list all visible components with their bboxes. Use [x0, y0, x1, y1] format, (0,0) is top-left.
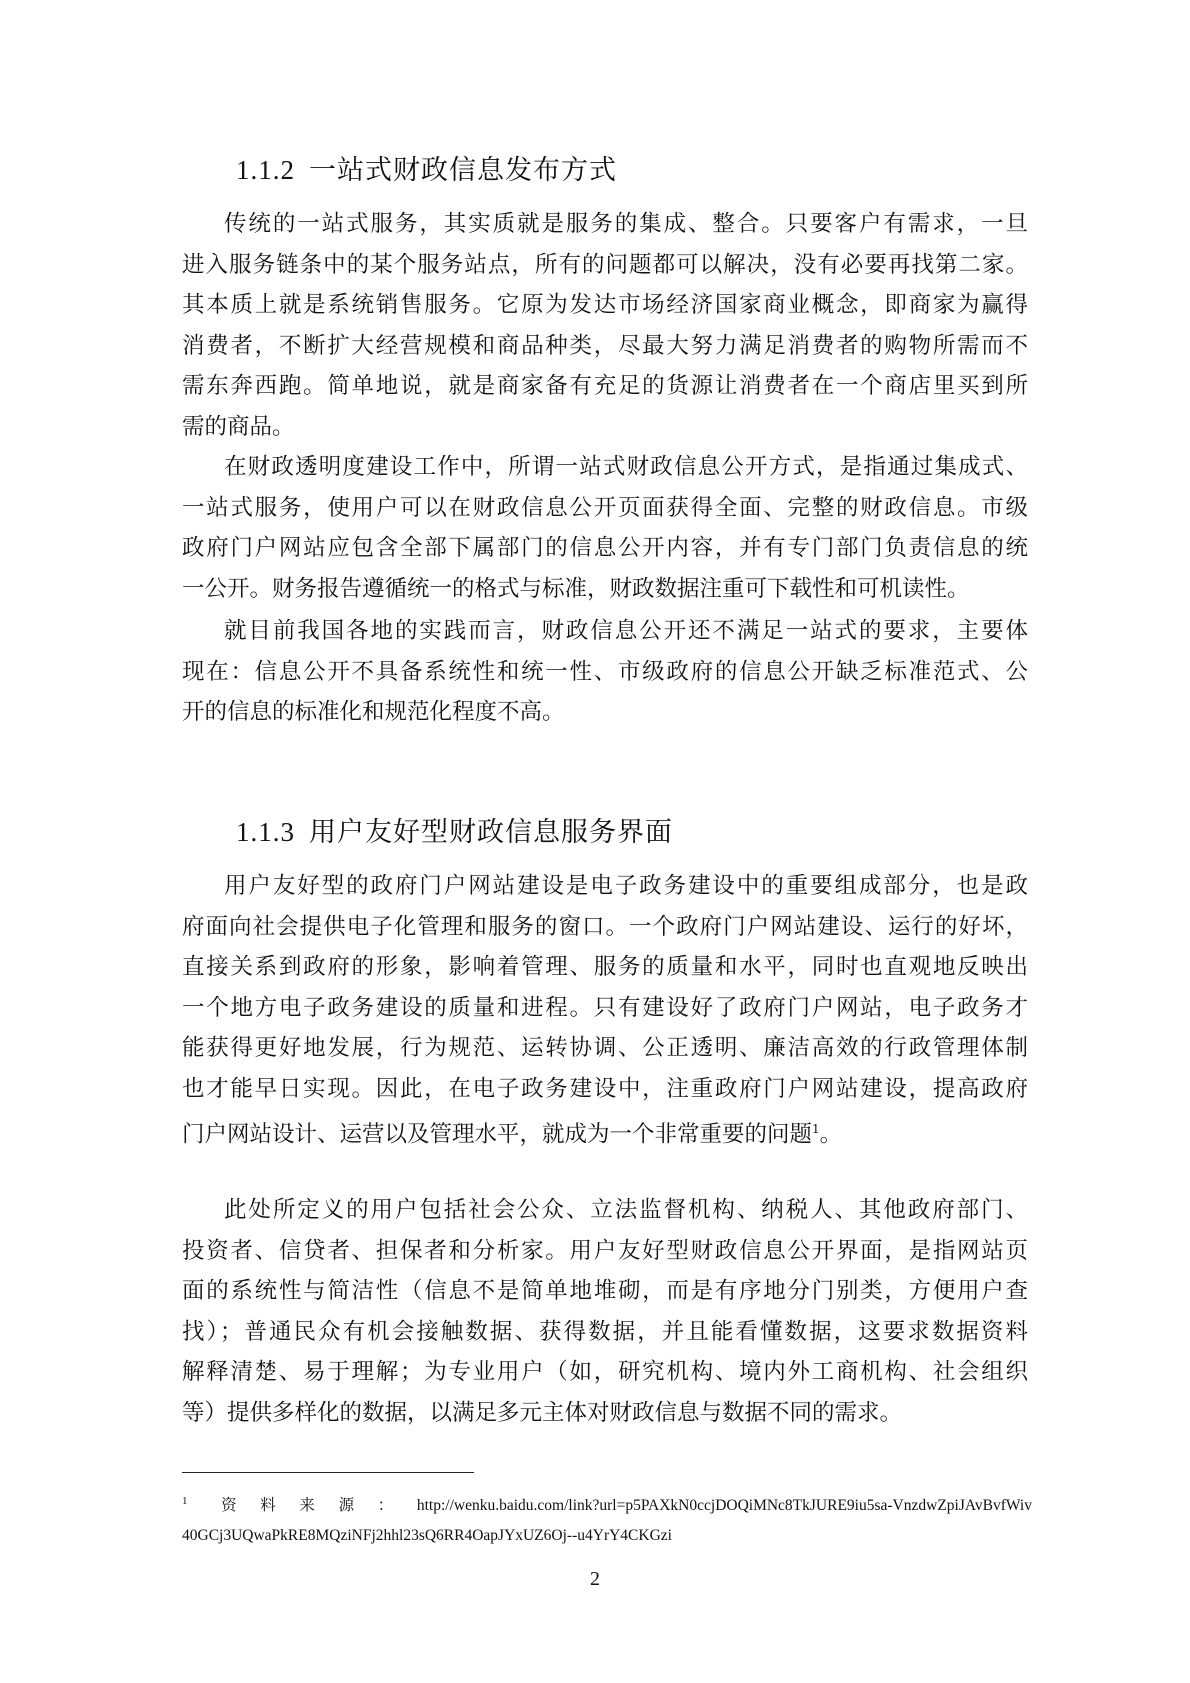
text-line: 解释清楚、易于理解；为专业用户（如，研究机构、境内外工商机构、社会组织	[182, 1359, 1028, 1385]
text-line: 在财政透明度建设工作中，所谓一站式财政信息公开方式，是指通过集成式、	[224, 454, 1028, 480]
text-line: 其本质上就是系统销售服务。它原为发达市场经济国家商业概念，即商家为赢得	[182, 292, 1028, 318]
text-line: 等）提供多样化的数据，以满足多元主体对财政信息与数据不同的需求。	[182, 1399, 903, 1426]
paragraph	[182, 866, 1028, 1155]
section-number: 1.1.2	[236, 155, 295, 185]
text-line: 也才能早日实现。因此，在电子政务建设中，注重政府门户网站建设，提高政府	[182, 1075, 1028, 1102]
text-line: 进入服务链条中的某个服务站点，所有的问题都可以解决，没有必要再找第二家。	[182, 251, 1028, 278]
paragraph	[182, 447, 1028, 609]
text-line: 现在：信息公开不具备系统性和统一性、市级政府的信息公开缺乏标准范式、公	[182, 658, 1028, 685]
footnote-source-link[interactable]: 资料来源：http://wenku.baidu.com/link?url=p5PAXkN0ccjDOQiMNc8TkJURE9iu5sa-VnzdwZpiJAvBvfWiv	[197, 1497, 1032, 1515]
footnote-mark: 1	[182, 1495, 188, 1507]
text-line: 一公开。财务报告遵循统一的格式与标准，财政数据注重可下载性和可机读性。	[182, 575, 970, 602]
text-line: 需的商品。	[182, 413, 295, 440]
paragraph	[182, 1190, 1028, 1433]
text-line: 政府门户网站应包含全部下属部门的信息公开内容，并有专门部门负责信息的统	[182, 535, 1028, 561]
text-line: 一个地方电子政务建设的质量和进程。只有建设好了政府门户网站，电子政务才	[182, 994, 1028, 1021]
footnote-reference[interactable]: 1	[812, 1122, 820, 1136]
footnote-line	[182, 1486, 1032, 1521]
text-line: 府面向社会提供电子化管理和服务的窗口。一个政府门户网站建设、运行的好坏，	[182, 913, 1028, 940]
text-line: 直接关系到政府的形象，影响着管理、服务的质量和水平，同时也直观地反映出	[182, 954, 1028, 980]
section-title: 用户友好型财政信息服务界面	[309, 817, 673, 848]
section-heading-1-1-2	[236, 148, 617, 187]
text-line	[182, 1109, 1028, 1155]
footnote-divider	[182, 1472, 474, 1473]
text-line: 找）；普通民众有机会接触数据、获得数据，并且能看懂数据，这要求数据资料	[182, 1318, 1028, 1345]
text-line: 一站式服务，使用户可以在财政信息公开页面获得全面、完整的财政信息。市级	[182, 494, 1028, 521]
text-line: 投资者、信贷者、担保者和分析家。用户友好型财政信息公开界面，是指网站页	[182, 1237, 1028, 1264]
text-line: 需东奔西跑。简单地说，就是商家备有充足的货源让消费者在一个商店里买到所	[182, 373, 1028, 399]
text-line: 用户友好型的政府门户网站建设是电子政务建设中的重要组成部分，也是政	[224, 873, 1028, 899]
text-line: 就目前我国各地的实践而言，财政信息公开还不满足一站式的要求，主要体	[224, 618, 1028, 644]
paragraph	[182, 204, 1028, 447]
text-line: 能获得更好地发展，行为规范、运转协调、公正透明、廉洁高效的行政管理体制	[182, 1035, 1028, 1061]
section-title: 一站式财政信息发布方式	[309, 155, 617, 186]
footnote	[182, 1486, 1032, 1551]
footnote-line[interactable]: 40GCj3UQwaPkRE8MQziNFj2hhl23sQ6RR4OapJYxUZ6Oj--u4YrY4CKGzi	[182, 1527, 672, 1545]
section-heading-1-1-3	[236, 810, 673, 849]
text-segment: 门户网站设计、运营以及管理水平，就成为一个非常重要的问题	[182, 1121, 813, 1148]
text-line: 传统的一站式服务，其实质就是服务的集成、整合。只要客户有需求，一旦	[224, 211, 1028, 237]
text-segment: 。	[819, 1121, 843, 1148]
page-number: 2	[590, 1568, 600, 1590]
text-line: 开的信息的标准化和规范化程度不高。	[182, 699, 565, 725]
text-line: 此处所定义的用户包括社会公众、立法监督机构、纳税人、其他政府部门、	[224, 1197, 1028, 1223]
paragraph	[182, 611, 1028, 733]
text-line: 面的系统性与简洁性（信息不是简单地堆砌，而是有序地分门别类，方便用户查	[182, 1278, 1028, 1304]
text-line: 消费者，不断扩大经营规模和商品种类，尽最大努力满足消费者的购物所需而不	[182, 332, 1028, 359]
section-number: 1.1.3	[236, 817, 295, 847]
